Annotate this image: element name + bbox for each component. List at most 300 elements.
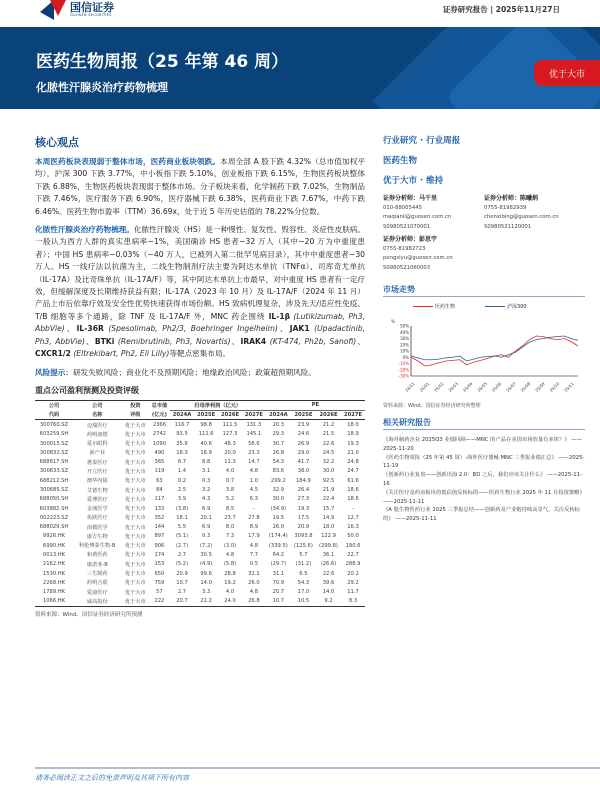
table-cell: 122.9 <box>321 533 336 540</box>
table-cell: (3.0) <box>223 542 237 549</box>
series-line <box>411 336 578 361</box>
table-cell: 41.7 <box>297 459 310 466</box>
table-row <box>35 504 365 513</box>
analyst-name: 证券分析师：彭思宇 <box>383 236 438 243</box>
table-cell: 4.0 <box>225 468 235 475</box>
table-cell: 35.6 <box>176 440 188 447</box>
table-cell: 优于大市 <box>124 561 146 568</box>
table-cell: 688029.SH <box>39 524 69 531</box>
column-header: PE <box>266 400 365 410</box>
table-cell: 11.7 <box>347 589 359 596</box>
table-cell: (174.4) <box>268 533 288 540</box>
table-cell: 20.7 <box>170 597 194 607</box>
table-cell: 3093.8 <box>294 533 313 540</box>
table-cell: 131.3 <box>246 422 262 429</box>
table-cell: 28.8 <box>224 570 236 577</box>
report-date: 2025年11月27日 <box>495 5 560 14</box>
table-cell: 优于大市 <box>124 515 146 522</box>
table-cell: 31.1 <box>272 570 285 577</box>
target-separator: 、 <box>230 336 241 346</box>
table-cell: 1.4 <box>177 468 187 475</box>
table-cell: 19.3 <box>297 505 310 512</box>
table-cell: 222 <box>149 597 170 607</box>
table-cell: 优于大市 <box>124 571 146 578</box>
x-tick-label: 24/11 <box>404 381 416 393</box>
table-cell: 688050.SH <box>39 496 69 503</box>
report-subtitle: 化脓性汗腺炎治疗药物梳理 <box>36 81 168 94</box>
guosen-logo <box>36 0 114 20</box>
y-tick-label: 10% <box>400 348 409 354</box>
column-header: 2024A <box>170 410 194 420</box>
target-detail: (Eltrekibart, Ph2, Eli Lilly) <box>70 349 170 359</box>
table-cell: 688617.SH <box>39 459 69 466</box>
table-cell: 57 <box>156 589 163 596</box>
table-cell: 优于大市 <box>122 597 150 607</box>
table-cell: 优于大市 <box>124 468 146 475</box>
target-detail: (Lutikizumab, Ph3, AbbVie) <box>35 311 365 334</box>
x-tick-label: 25/07 <box>505 381 517 393</box>
table-cell: 39.6 <box>322 579 335 586</box>
table-cell: 2.5 <box>177 487 187 494</box>
target-separator: 、 <box>64 324 77 334</box>
table-cell: 2162.HK <box>42 561 66 568</box>
table-cell: - <box>252 505 255 512</box>
table-cell: 24.5 <box>322 449 335 456</box>
table-cell: 21.2 <box>194 597 218 607</box>
table-row <box>35 495 365 504</box>
table-cell: 8.0 <box>225 524 235 531</box>
x-tick-label: 25/06 <box>490 381 503 393</box>
table-cell: 优于大市 <box>124 478 146 485</box>
table-cell: 1.0 <box>249 477 258 484</box>
table-cell: 和黄医药 <box>86 552 108 559</box>
table-cell: 29.2 <box>347 579 359 586</box>
column-header: 2026E <box>218 410 242 420</box>
table-cell: 8.8 <box>202 459 211 466</box>
chart-source: 资料来源：Wind、国信证券经济研究所整理 <box>383 403 481 409</box>
table-cell: 365 <box>154 459 165 466</box>
column-header: 代码 <box>35 410 73 420</box>
table-cell: 759 <box>154 579 165 586</box>
table-cell: 002223.SZ <box>39 514 69 521</box>
table-cell: 54.3 <box>272 459 285 466</box>
table-cell: 16.3 <box>347 524 359 531</box>
table-row <box>35 467 365 476</box>
table-cell: 20.9 <box>297 524 310 531</box>
table-cell: 603259.SH <box>39 431 69 438</box>
table-cell: 18.6 <box>347 496 359 503</box>
column-header: 2027E <box>242 410 266 420</box>
table-cell: 300760.SZ <box>39 422 69 429</box>
page-header <box>0 0 600 28</box>
table-cell: 7.3 <box>225 533 235 540</box>
table-cell: 300633.SZ <box>39 468 69 475</box>
analyst-name: 证券分析师：马千里 <box>383 195 438 202</box>
paragraph-heading: 化脓性汗腺炎治疗药物梳理。 <box>35 225 134 235</box>
table-cell: 3.2 <box>202 487 211 494</box>
x-tick-label: 25/03 <box>447 381 460 393</box>
table-cell: 17.5 <box>297 514 310 521</box>
table-cell: 20.3 <box>272 422 285 429</box>
table-cell: 84 <box>156 487 163 494</box>
table-cell: 24.0 <box>218 597 242 607</box>
table-cell: 30.7 <box>272 440 285 447</box>
target-name: IL-36R <box>76 324 104 334</box>
table-cell: 650 <box>154 570 165 577</box>
table-cell: 20.1 <box>200 514 212 521</box>
table-cell: 康方生物 <box>86 533 108 540</box>
table-cell: 8.5 <box>225 505 235 512</box>
table-cell: 116.7 <box>174 422 190 429</box>
table-cell: 0013.HK <box>42 551 66 558</box>
table-cell: 6.7 <box>177 459 187 466</box>
table-cell: 三生制药 <box>86 571 108 578</box>
table-cell: 优于大市 <box>124 543 146 550</box>
table-cell: 490 <box>154 449 165 456</box>
table-row <box>35 587 365 596</box>
related-reports-title: 相关研究报告 <box>383 417 585 430</box>
target-detail: (Upadactinib, Ph3, AbbVie) <box>35 324 366 346</box>
column-header: 2024A <box>266 410 291 420</box>
column-header: 2025E <box>291 410 316 420</box>
analyst-cert: S0980521070001 <box>383 223 431 230</box>
table-cell: 9926.HK <box>42 533 66 540</box>
table-cell: 4.8 <box>249 589 258 596</box>
report-title: 医药生物周报（25 年第 46 周） <box>36 52 289 72</box>
analyst-name: 证券分析师：陈曦炳 <box>484 195 539 202</box>
target-separator: 、 <box>277 324 290 334</box>
table-cell: 药明康德 <box>86 431 108 438</box>
table-cell: 6.5 <box>299 570 308 577</box>
related-report-link[interactable]: 《海外制药企业 2025Q3 业绩回顾——MNC 的产品在美国市场放量有多快？》 ——2025-11-20 <box>383 437 582 452</box>
table-cell: 19.3 <box>347 440 359 447</box>
paragraph-heading: 本周医药板块表现弱于整体市场，医药商业板块领跌。 <box>35 157 221 166</box>
industry: 医药生物 <box>383 156 418 166</box>
table-cell: 30.0 <box>322 468 335 475</box>
table-cell: 22.6 <box>322 440 335 447</box>
table-row <box>35 448 365 457</box>
table-cell: (125.6) <box>293 542 313 549</box>
report-type: 证券研究报告 <box>442 5 488 14</box>
table-cell: 8.3 <box>341 597 365 607</box>
market-trend-chart <box>383 318 585 396</box>
table-cell: 3.9 <box>177 496 187 503</box>
table-cell: 新产业 <box>89 450 106 457</box>
table-cell: - <box>352 505 354 512</box>
table-cell: 迈瑞医疗 <box>86 422 108 429</box>
table-cell: 14.0 <box>322 589 335 596</box>
table-cell: 4.8 <box>225 551 235 558</box>
chart-legend <box>413 303 585 310</box>
table-cell: 7.7 <box>249 551 258 558</box>
table-cell: 6990.HK <box>42 542 66 549</box>
x-tick-label: 25/01 <box>418 381 431 393</box>
analyst-phone: 0755-81982723 <box>383 245 426 252</box>
x-tick-label: 25/05 <box>476 381 488 393</box>
footer-divider <box>35 767 600 769</box>
table-cell: 6.9 <box>202 524 211 531</box>
table-cell: 144 <box>154 524 165 531</box>
table-cell: 优于大市 <box>124 533 146 540</box>
table-cell: 153 <box>154 561 165 568</box>
table-cell: 32.9 <box>272 487 285 494</box>
table-cell: 16.9 <box>200 449 212 456</box>
table-cell: (7.2) <box>200 542 213 549</box>
table-cell: 优于大市 <box>124 441 146 448</box>
y-tick-label: 40% <box>400 329 409 335</box>
table-cell: (5.2) <box>175 561 189 568</box>
table-cell: 18.6 <box>347 487 359 494</box>
column-header: 公司 <box>92 403 103 410</box>
table-cell: 4.3 <box>202 496 211 503</box>
table-cell: 54.3 <box>297 579 310 586</box>
table-cell: 科伦博泰生物-B <box>78 543 116 550</box>
table-cell: 澳华内镜 <box>86 478 108 485</box>
table-cell: 3.8 <box>225 487 235 494</box>
table-cell: 优于大市 <box>124 580 146 587</box>
target-name: IRAK4 <box>240 336 267 346</box>
table-cell: 299.2 <box>270 477 286 484</box>
table-cell: 4.0 <box>225 589 235 596</box>
analyst-email[interactable]: maqianli@guosen.com.cn <box>383 214 452 220</box>
table-cell: (26.6) <box>320 561 337 568</box>
related-report-link[interactable]: 《创新药行业复盘——创新出海 2.0：BD 之后，我们应该关注什么》 ——2025-11-16 <box>383 472 582 487</box>
table-cell: 鱼跃医疗 <box>86 515 108 522</box>
table-cell: 184.9 <box>296 477 311 484</box>
table-cell: 1789.HK <box>42 589 66 596</box>
table-cell: 金域医学 <box>86 506 108 513</box>
table-cell: 3.3 <box>202 589 211 596</box>
table-cell: 145.1 <box>246 431 262 438</box>
table-cell: 6.9 <box>202 505 211 512</box>
table-title: 重点公司盈利预测及投资评级 <box>35 385 139 395</box>
column-header: 2027E <box>341 410 365 420</box>
column-header: 名称 <box>73 410 122 420</box>
risk-text: 研发失败风险；商业化不及预期风险；地缘政治风险；政策超预期风险。 <box>72 367 316 377</box>
table-cell: 29.0 <box>297 449 310 456</box>
table-source: 资料来源：Wind、国信证券经济研究所预测 <box>35 612 143 619</box>
table-cell: 21.5 <box>322 431 335 438</box>
table-row <box>35 430 365 439</box>
table-cell: (5.1) <box>175 533 189 540</box>
table-cell: 36.1 <box>322 551 335 558</box>
table-cell: 27.8 <box>248 514 260 521</box>
table-cell: 优于大市 <box>124 524 146 531</box>
table-cell: 174 <box>154 551 165 558</box>
table-cell: 11.3 <box>224 459 236 466</box>
target-name: BTKi <box>94 336 115 346</box>
table-cell: 63 <box>156 477 163 484</box>
table-cell: 98.8 <box>200 422 212 429</box>
table-cell: 0.7 <box>225 477 235 484</box>
table-cell: 26.4 <box>297 487 310 494</box>
table-cell: 6.3 <box>249 496 258 503</box>
table-cell: 4.8 <box>249 468 258 475</box>
column-header: 公司 <box>48 403 60 410</box>
analyst-card <box>383 194 484 232</box>
table-cell: 优于大市 <box>124 589 146 596</box>
table-cell: 10.7 <box>266 597 291 607</box>
table-cell: 1066.HK <box>35 597 73 607</box>
related-report-link[interactable]: 《医药生物周报（25 年第 45 周）-海外医疗器械 MNC 三季报业绩汇总》 ——2025-11-19 <box>383 454 585 470</box>
table-cell: 23.9 <box>297 422 310 429</box>
table-cell: 9.2 <box>316 597 341 607</box>
table-cell: 24.6 <box>297 431 310 438</box>
table-cell: 2.7 <box>177 589 187 596</box>
y-tick-label: -20% <box>398 367 409 373</box>
footer-disclaimer: 请务必阅读正文之后的免责声明及其项下所有内容 <box>35 774 189 782</box>
table-cell: 26.8 <box>272 449 285 456</box>
table-cell: 61.6 <box>347 477 359 484</box>
table-cell: 5.7 <box>299 551 308 558</box>
table-cell: 优于大市 <box>124 496 146 503</box>
table-cell: 14.0 <box>200 579 212 586</box>
related-reports <box>383 436 585 524</box>
table-cell: 21.0 <box>347 449 359 456</box>
table-cell: 56.6 <box>248 440 260 447</box>
table-cell: 康诺亚-B <box>86 561 108 568</box>
table-cell: 32.2 <box>322 459 335 466</box>
logo-text: 国信证券 <box>70 1 114 14</box>
table-cell: 10.5 <box>291 597 316 607</box>
table-row <box>35 578 365 587</box>
table-cell: 优于大市 <box>124 459 146 466</box>
table-cell: 20.7 <box>272 589 285 596</box>
table-cell: 药明合联 <box>86 580 108 587</box>
title-banner <box>0 27 600 109</box>
table-row <box>35 439 365 448</box>
table-cell: 26.8 <box>242 597 266 607</box>
analyst-card <box>383 235 484 273</box>
table-cell: 906 <box>154 542 165 549</box>
analyst-phone: 010-88005445 <box>383 204 422 211</box>
table-cell: 优于大市 <box>124 431 146 438</box>
table-cell: 艾德生物 <box>86 487 108 494</box>
table-cell: 优于大市 <box>124 422 146 429</box>
rating-badge: 优于大市 <box>534 60 600 86</box>
logo-english: GUOSEN SECURITIES <box>70 13 112 17</box>
table-row <box>35 485 365 494</box>
y-tick-label: -10% <box>398 361 409 366</box>
legend-swatch <box>413 306 433 307</box>
analyst-list <box>383 194 585 276</box>
table-cell: 3.1 <box>202 468 211 475</box>
table-row <box>35 550 365 559</box>
table-cell: 14.9 <box>322 514 335 521</box>
paragraph-hs <box>35 224 365 360</box>
table-cell: 603882.SH <box>39 505 69 512</box>
legend-item <box>485 303 527 310</box>
table-cell: 30.0 <box>272 496 285 503</box>
table-cell: 1530.HK <box>42 570 66 577</box>
table-cell: (29.7) <box>270 561 287 568</box>
paragraph-text: 本周全部 A 股下跌 4.32%（总市值加权平均），沪深 300 下跌 3.77%，中小板指下跌 5.10%，创业板指下跌 6.15%，生物医药板块整体下跌 6.88%，生物医药板块表现弱于整体市场。分子板块来看，化学制药下跌 7.02%，生物制品下跌 7.46%，医疗服务下跌 6.90%，医疗器械下跌 6.38%，医药商业下跌 7.67%，中药下跌 6.46%。医药生物市盈率（TTM）36.69x，处于近 5 年历史估值的 78.22%分位数。 <box>35 157 366 216</box>
analyst-card <box>484 194 585 232</box>
table-cell: 24.8 <box>347 459 359 466</box>
column-header: 2026E <box>316 410 341 420</box>
table-cell: 83.6 <box>272 468 285 475</box>
table-cell: 14.7 <box>248 459 260 466</box>
table-row <box>35 476 365 485</box>
table-cell: 15.7 <box>322 505 335 512</box>
target-detail: (Remibrutinib, Ph3, Novartis) <box>114 336 231 346</box>
table-cell: 19.5 <box>272 514 285 521</box>
analyst-email[interactable]: pengsiyu@guosen.com.cn <box>383 255 453 261</box>
table-cell: 24.7 <box>347 468 359 475</box>
analyst-phone: 0755-81982939 <box>484 204 527 211</box>
earnings-table <box>35 400 365 607</box>
legend-label: 医药生物 <box>435 304 456 310</box>
table-cell: 70.9 <box>272 579 285 586</box>
table-cell: 17.0 <box>297 589 310 596</box>
table-cell: 50.0 <box>347 533 359 540</box>
legend-swatch <box>485 306 505 307</box>
table-cell: 优于大市 <box>124 506 146 513</box>
target-name: JAK1 <box>289 324 310 334</box>
logo-mark-icon <box>36 0 70 20</box>
table-cell: 688212.SH <box>39 477 69 484</box>
x-tick-label: 25/11 <box>563 381 575 393</box>
table-row <box>35 458 365 467</box>
table-cell: 23.7 <box>224 514 236 521</box>
table-cell: 111.6 <box>198 431 214 438</box>
analyst-cert: S0980521060003 <box>383 264 431 271</box>
column-header: 投资 <box>130 403 141 410</box>
table-cell: 300832.SZ <box>39 449 69 456</box>
table-cell: 优于大市 <box>124 450 146 457</box>
table-row <box>35 541 365 550</box>
table-cell: 20.2 <box>347 570 359 577</box>
table-cell: 27.3 <box>297 496 310 503</box>
table-cell: 南微医学 <box>86 524 108 531</box>
x-tick-label: 25/10 <box>548 381 561 393</box>
table-cell: 22.6 <box>322 570 335 577</box>
target-separator: 、 <box>84 336 95 346</box>
table-cell: 22.4 <box>322 496 335 503</box>
table-cell: 爱博医疗 <box>86 496 108 503</box>
column-header: 2025E <box>194 410 218 420</box>
table-cell: 133 <box>154 505 165 512</box>
table-cell: 0.3 <box>202 477 211 484</box>
related-report-link[interactable]: 《关注医疗及药房板块的低估值反转标的——医药生物行业 2025 年 11 月投资策略》 ——2025-11-11 <box>383 489 585 505</box>
table-cell: 300015.SZ <box>39 440 69 447</box>
table-cell: 17.9 <box>248 533 260 540</box>
target-name: IL-1β <box>268 311 291 321</box>
separator: | <box>490 5 494 14</box>
y-axis-label: % <box>391 319 395 324</box>
table-cell: 18.0 <box>322 524 335 531</box>
table-cell: 99.6 <box>200 570 212 577</box>
table-cell: 8.9 <box>249 524 258 531</box>
column-header: (亿元) <box>149 410 170 420</box>
table-cell: 20.9 <box>176 570 188 577</box>
table-cell: 190.6 <box>345 542 361 549</box>
table-cell: 26.0 <box>272 524 285 531</box>
target-separator: 、 <box>356 336 366 346</box>
table-cell: 4.8 <box>249 542 258 549</box>
table-row <box>35 420 365 430</box>
analyst-email[interactable]: chenxibing@guosen.com.cn <box>484 214 559 220</box>
table-cell: 38.0 <box>297 468 310 475</box>
related-report-link[interactable]: 《A 股生物医药行业 2025 三季报总结——创新药及产业链持续高景气，关注反转标的》 ——2025-11-11 <box>383 507 580 523</box>
table-cell: 18.0 <box>347 422 359 429</box>
table-cell: 30.5 <box>200 551 212 558</box>
industry-rating: 优于大市 · 维持 <box>383 176 444 186</box>
table-cell: 10.7 <box>176 579 188 586</box>
x-tick-label: 25/08 <box>519 381 532 393</box>
x-tick-label: 25/02 <box>432 381 445 393</box>
table-row <box>35 513 365 522</box>
